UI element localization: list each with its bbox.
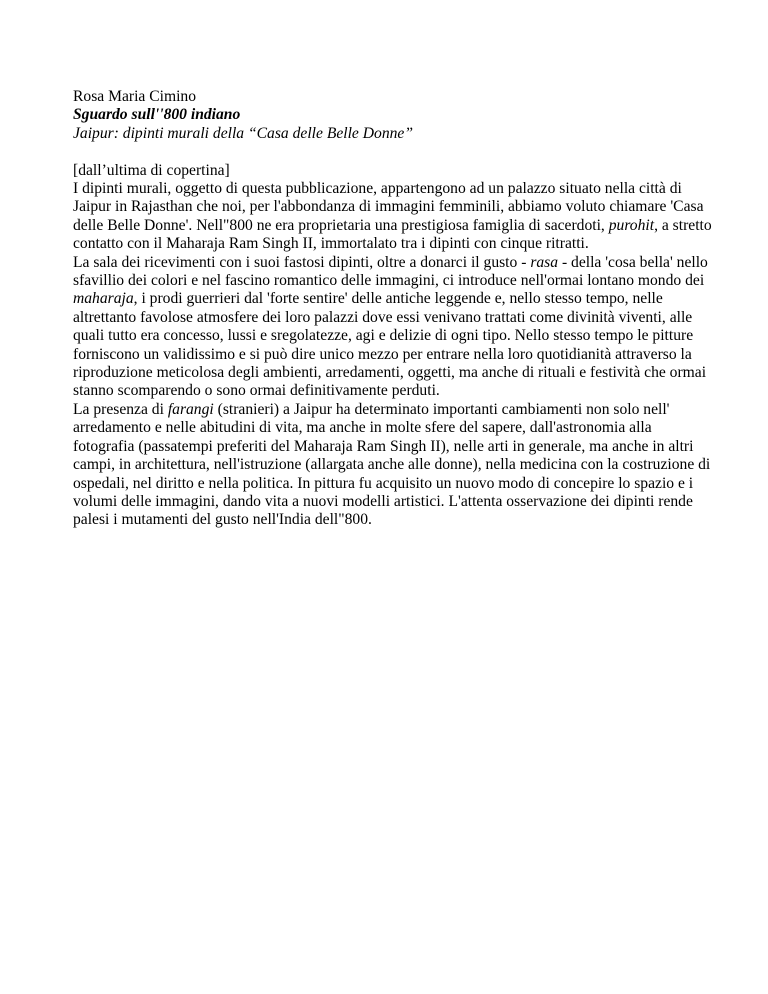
book-subtitle: Jaipur: dipinti murali della “Casa delle Belle Donne” (73, 124, 414, 142)
paragraph-1-text-a: I dipinti murali, oggetto di questa pubblicazione, appartengono ad un palazzo situato nella città di Jaipur in Rajasthan che noi, per l'abbondanza di immagini femminili, abbiamo voluto chiamare 'Casa delle Belle Donne'. Nell"800 ne era proprietaria una prestigiosa famiglia di sacerdoti, (73, 180, 704, 234)
paragraph-3 (73, 401, 713, 530)
author-name: Rosa Maria Cimino (73, 88, 197, 105)
paragraph-2-italic-term-2: maharaja (73, 290, 134, 308)
paragraph-2-text-b: - della 'cosa bella' nello sfavillio dei colori e nel fascino romantico delle immagini, ci introduce nell'ormai lontano mondo dei (73, 253, 708, 290)
paragraph-1-text-b: , a stretto contatto con il Maharaja Ram Singh II, immortalato tra i dipinti con cinque ritratti. (73, 216, 712, 253)
book-title: Sguardo sull''800 indiano (73, 106, 241, 124)
section-label: [dall’ultima di copertina] (73, 161, 230, 179)
paragraph-2 (73, 254, 713, 401)
paragraph-1-italic-term: purohit (608, 216, 655, 234)
paragraph-2-text-a: La sala dei ricevimenti con i suoi fastosi dipinti, oltre a donarci il gusto - (73, 253, 531, 271)
paragraph-3-text-a: La presenza di (73, 400, 168, 418)
blank-line (73, 143, 713, 161)
paragraph-3-italic-term: farangi (167, 400, 214, 418)
document-body (73, 88, 713, 530)
paragraph-1 (73, 180, 713, 254)
paragraph-2-italic-term-1: rasa (530, 253, 559, 271)
paragraph-3-text-b: (stranieri) a Jaipur ha determinato importanti cambiamenti non solo nell' arredamento e nelle abitudini di vita, ma anche in molte sfere del sapere, dall'astronomia alla fotografia (passatempi preferiti del Maharaja Ram Singh II), nelle arti in generale, ma anche in altri campi, in architettura, nell'istruzione (allargata anche alle donne), nella medicina con la costruzione di ospedali, nel diritto e nella politica. In pittura fu acquisito un nuovo modo di concepire lo spazio e i volumi delle immagini, dando vita a nuovi modelli artistici. L'attenta osservazione dei dipinti rende palesi i mutamenti del gusto nell'India dell"800. (73, 400, 711, 529)
paragraph-2-text-c: , i prodi guerrieri dal 'forte sentire' delle antiche leggende e, nello stesso tempo, nelle altrettanto favolose atmosfere dei loro palazzi dove essi venivano trattati come divinità viventi, alle quali tutto era concesso, lussi e sregolatezze, agi e delizie di ogni tipo. Nello stesso tempo le pitture forniscono un validissimo e si può dire unico mezzo per entrare nella loro quotidianità attraverso la riproduzione meticolosa degli ambienti, arredamenti, oggetti, ma anche di rituali e festività che ormai stanno scomparendo o sono ormai definitivamente perduti. (73, 290, 707, 400)
